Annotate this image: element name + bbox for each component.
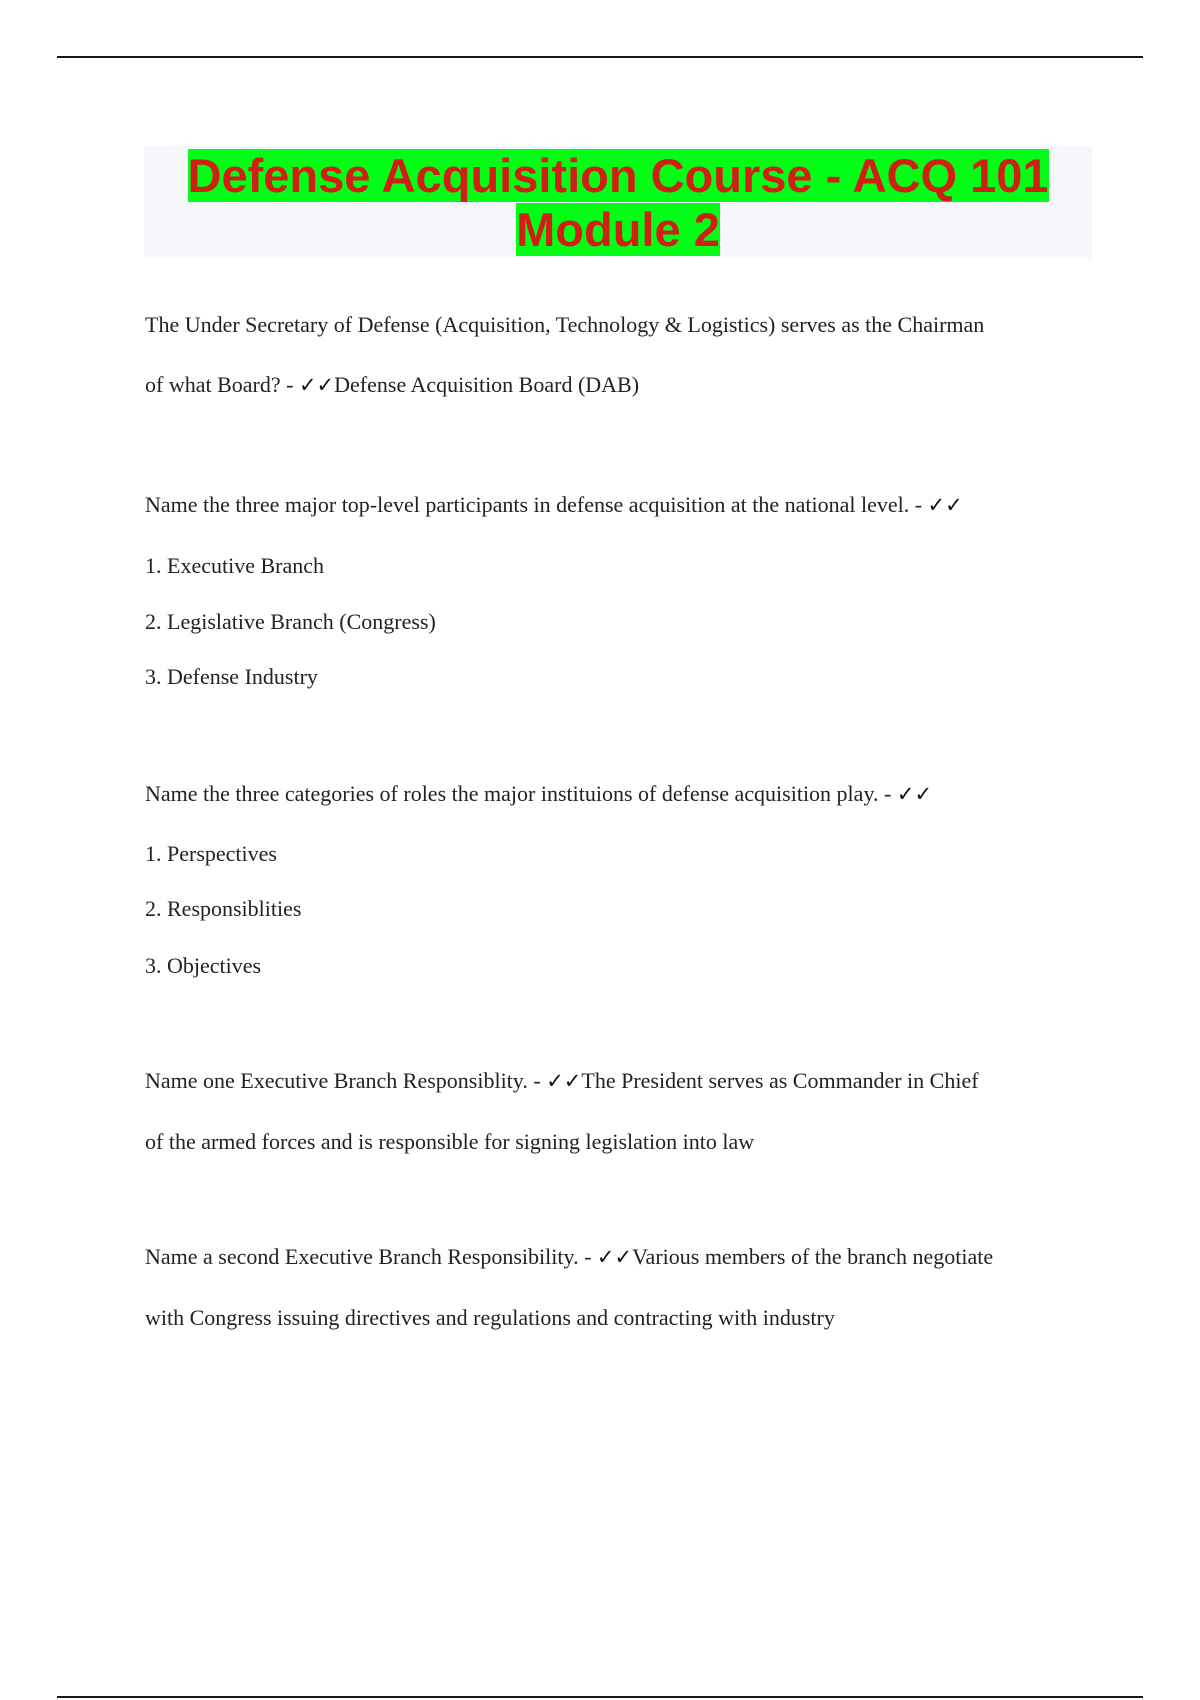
q4-line-1 [145, 1067, 979, 1095]
q5-answer-part-1: Various members of the branch negotiate [632, 1244, 994, 1269]
q5-line-2: with Congress issuing directives and regulations and contracting with industry [145, 1305, 835, 1330]
title-line-1: Defense Acquisition Course - ACQ 101 [187, 149, 1049, 202]
q3-question: Name the three categories of roles the major instituions of defense acquisition play. - [145, 781, 897, 806]
document-title [144, 146, 1092, 257]
q2-item-1: 1. Executive Branch [145, 553, 324, 578]
q1-answer: Defense Acquisition Board (DAB) [334, 372, 640, 397]
check-icon: ✓✓ [896, 782, 933, 806]
check-icon: ✓✓ [927, 493, 963, 517]
check-icon: ✓✓ [596, 1245, 633, 1269]
q3-item-3: 3. Objectives [145, 953, 262, 978]
title-band [144, 146, 1092, 258]
q3-line [145, 780, 932, 808]
q4-answer-part-1: The President serves as Commander in Chief [581, 1068, 979, 1093]
q1-line-2 [145, 371, 639, 399]
q5-question: Name a second Executive Branch Responsibility. - [145, 1244, 597, 1269]
q4-line-2: of the armed forces and is responsible for signing legislation into law [145, 1129, 755, 1154]
q2-item-3: 3. Defense Industry [145, 664, 318, 689]
q1-line-1: The Under Secretary of Defense (Acquisition, Technology & Logistics) serves as the Chairman [145, 312, 985, 337]
check-icon: ✓✓ [546, 1069, 582, 1093]
q3-item-1: 1. Perspectives [145, 841, 277, 866]
check-icon: ✓✓ [298, 373, 335, 397]
q3-item-2: 2. Responsiblities [145, 896, 302, 921]
q4-question: Name one Executive Branch Responsiblity. - [145, 1068, 547, 1093]
bottom-rule [57, 1696, 1143, 1698]
top-rule [57, 56, 1143, 58]
q5-line-1 [145, 1243, 993, 1271]
q2-line [145, 491, 963, 519]
q2-item-2: 2. Legislative Branch (Congress) [145, 609, 436, 634]
q2-question: Name the three major top-level participants in defense acquisition at the national level. - [145, 492, 928, 517]
q1-question-end: of what Board? - [145, 372, 299, 397]
title-line-2: Module 2 [516, 203, 720, 256]
